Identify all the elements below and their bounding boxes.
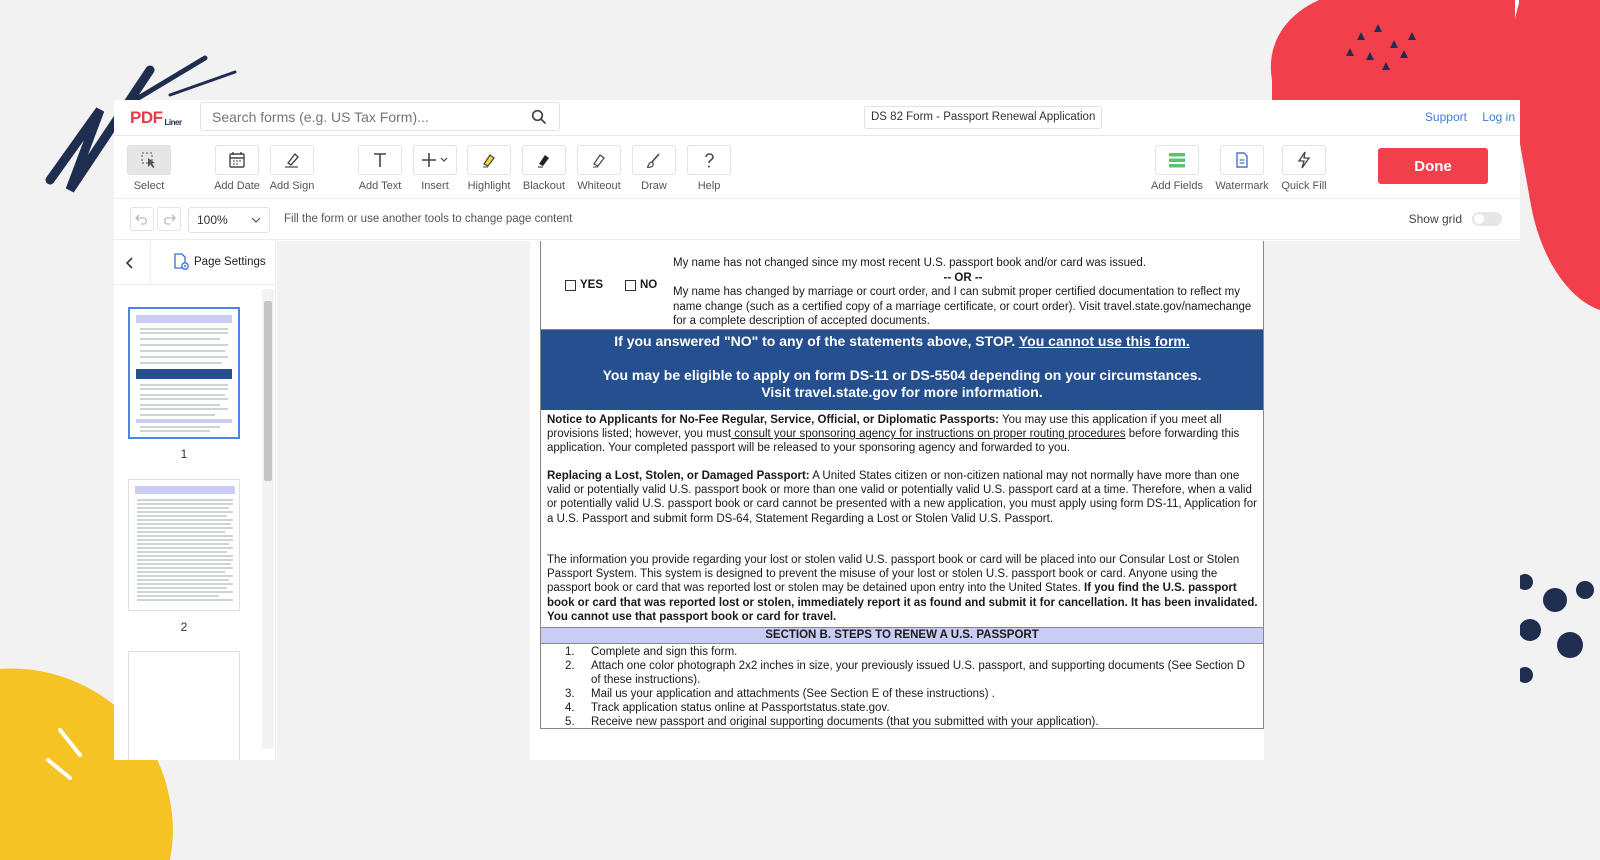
lightning-icon xyxy=(1295,151,1313,169)
statement-changed: My name has changed by marriage or court order, and I can submit proper certified documentation to reflect my name change (such as a certified copy of a marriage certificate, or court order). Visit travel.state.gov/namechange for a complete description of accepted documents. xyxy=(673,286,1252,328)
select-cursor-icon xyxy=(140,151,158,169)
navy-dots-decoration xyxy=(1515,570,1600,700)
page-thumbnail-2[interactable] xyxy=(128,479,240,611)
step-text: Track application status online at Passportstatus.state.gov. xyxy=(591,702,890,714)
lost-stolen-info-paragraph: The information you provide regarding your lost or stolen valid U.S. passport book or card will be placed into our Consular Lost or Stolen Passport System. This system is designed to prevent the misuse of your lost or stolen U.S. passport book or card. Anyone using the passport book or card that was reported lost or stolen may be detained upon entry into the United States. If you find the U.S. passport book or card that was reported lost or stolen, immediately report it as found and submit it for cancellation. It has been invalidated. You cannot use that passport book or card for travel. xyxy=(547,554,1258,623)
or-separator: -- OR -- xyxy=(943,271,983,284)
watermark-document-icon xyxy=(1233,151,1251,169)
name-change-statements xyxy=(673,256,1253,329)
list-item xyxy=(565,715,1255,729)
add-date-tool[interactable]: Add Date xyxy=(210,145,264,192)
calendar-icon xyxy=(228,151,246,169)
step-number: 3. xyxy=(565,688,575,700)
whiteout-tool[interactable]: Whiteout xyxy=(572,145,626,192)
step-text: Complete and sign this form. xyxy=(591,646,738,658)
login-link[interactable]: Log in xyxy=(1482,110,1515,124)
fields-icon xyxy=(1167,151,1187,169)
undo-button[interactable] xyxy=(130,207,154,231)
done-button[interactable]: Done xyxy=(1378,148,1488,184)
document-viewer xyxy=(277,241,1520,760)
section-b-header: SECTION B. STEPS TO RENEW A U.S. PASSPORT xyxy=(541,627,1263,644)
step-number: 5. xyxy=(565,716,575,728)
toolbar-hint: Fill the form or use another tools to change page content xyxy=(284,213,573,225)
support-link[interactable]: Support xyxy=(1424,110,1467,124)
sidebar-header xyxy=(114,241,275,285)
undo-icon xyxy=(135,212,149,226)
page-number-2: 2 xyxy=(180,620,188,634)
step-number: 4. xyxy=(565,702,575,714)
name-change-question xyxy=(541,241,1263,330)
step-number: 1. xyxy=(565,646,575,658)
list-item xyxy=(565,687,1255,701)
chevron-left-icon[interactable] xyxy=(122,255,138,271)
divider xyxy=(150,241,151,285)
checkbox-icon xyxy=(565,280,576,291)
show-grid-toggle[interactable] xyxy=(1472,212,1502,226)
plus-dropdown-icon xyxy=(420,151,450,169)
question-mark-icon xyxy=(700,151,718,169)
search-input[interactable] xyxy=(201,103,511,130)
step-number: 2. xyxy=(565,660,575,672)
step-text: Attach one color photograph 2x2 inches in size, your previously issued U.S. passport, and supporting documents (See Section D of these instructions). xyxy=(591,660,1245,686)
app-window xyxy=(114,100,1520,760)
page-preview xyxy=(129,480,240,611)
page-number-1: 1 xyxy=(180,447,188,461)
scrollbar-thumb[interactable] xyxy=(264,301,272,481)
redo-icon xyxy=(162,212,176,226)
search-icon[interactable] xyxy=(531,109,547,125)
page-settings-icon xyxy=(172,253,190,271)
highlighter-icon xyxy=(480,151,498,169)
page-preview xyxy=(130,309,238,437)
cannot-use-form-link[interactable]: You cannot use this form. xyxy=(1018,333,1190,349)
add-sign-tool[interactable]: Add Sign xyxy=(265,145,319,192)
checkbox-icon xyxy=(625,280,636,291)
page-settings-button[interactable]: Page Settings xyxy=(172,253,266,271)
redo-button[interactable] xyxy=(157,207,181,231)
stop-notice-banner: If you answered "NO" to any of the statements above, STOP. You cannot use this form. You may be eligible to apply on form DS-11 or DS-5504 depending on your circumstances. Visit travel.state.gov for more information. xyxy=(541,330,1263,410)
yes-checkbox-option[interactable]: YES xyxy=(565,279,603,291)
page-thumbnail-3[interactable] xyxy=(128,651,240,760)
show-grid-label: Show grid xyxy=(1408,212,1462,226)
show-grid-control xyxy=(1409,212,1502,226)
watermark-tool[interactable]: Watermark xyxy=(1215,145,1269,192)
toolbar xyxy=(114,137,1520,199)
step-text: Receive new passport and original supporting documents (that you submitted with your application). xyxy=(591,716,1099,728)
renewal-steps-list xyxy=(565,645,1255,729)
no-fee-notice-paragraph: Notice to Applicants for No-Fee Regular, Service, Official, or Diplomatic Passports: You may use this application if you meet all provisions listed; however, you must consult your sponsoring agency for instructions on proper routing procedures before forwarding this application. Your completed passport will be released to your sponsoring agency and forwarded to you. xyxy=(547,414,1240,455)
chevron-down-icon xyxy=(251,216,261,224)
select-tool[interactable]: Select xyxy=(122,145,176,192)
search-box xyxy=(200,102,560,131)
add-text-tool[interactable]: Add Text xyxy=(353,145,407,192)
sidebar-scrollbar[interactable] xyxy=(262,289,274,749)
highlight-tool[interactable]: Highlight xyxy=(462,145,516,192)
no-checkbox-option[interactable]: NO xyxy=(625,279,657,291)
page-thumbnails-sidebar xyxy=(114,241,276,760)
blackout-tool[interactable]: Blackout xyxy=(517,145,571,192)
pdfliner-logo[interactable]: PDF Liner xyxy=(130,108,182,127)
insert-tool[interactable]: Insert xyxy=(408,145,462,192)
list-item xyxy=(565,645,1255,659)
blackout-marker-icon xyxy=(535,151,553,169)
list-item xyxy=(565,659,1255,687)
statement-unchanged: My name has not changed since my most recent U.S. passport book and/or card was issued. xyxy=(673,257,1147,269)
text-icon xyxy=(371,151,389,169)
top-bar xyxy=(114,100,1520,136)
signature-pen-icon xyxy=(283,151,301,169)
routing-procedures-link[interactable]: consult your sponsoring agency for instructions on proper routing procedures xyxy=(731,428,1126,441)
form-content xyxy=(540,241,1264,729)
zoom-select[interactable]: 100% xyxy=(188,207,270,233)
step-text: Mail us your application and attachments (See Section E of these instructions) . xyxy=(591,688,995,700)
document-page xyxy=(530,241,1264,760)
sub-toolbar xyxy=(114,200,1520,240)
page-thumbnail-1[interactable] xyxy=(128,307,240,439)
document-title: DS 82 Form - Passport Renewal Application xyxy=(864,106,1102,129)
top-links xyxy=(1413,110,1515,124)
draw-tool[interactable]: Draw xyxy=(627,145,681,192)
lost-passport-paragraph: Replacing a Lost, Stolen, or Damaged Passport: A United States citizen or non-citizen national may not normally have more than one valid or potentially valid U.S. passport book or more than one valid or potentially valid U.S. passport card at a time. Therefore, when a valid or potentially valid U.S. passport book or card cannot be presented with a new application, you must apply using form DS-11, Application for a U.S. Passport and submit form DS-64, Statement Regarding a Lost or Stolen Valid U.S. Passport. xyxy=(547,470,1257,525)
quick-fill-tool[interactable]: Quick Fill xyxy=(1277,145,1331,192)
list-item xyxy=(565,701,1255,715)
whiteout-marker-icon xyxy=(590,151,608,169)
help-tool[interactable]: Help xyxy=(682,145,736,192)
draw-brush-icon xyxy=(645,151,663,169)
add-fields-tool[interactable]: Add Fields xyxy=(1150,145,1204,192)
